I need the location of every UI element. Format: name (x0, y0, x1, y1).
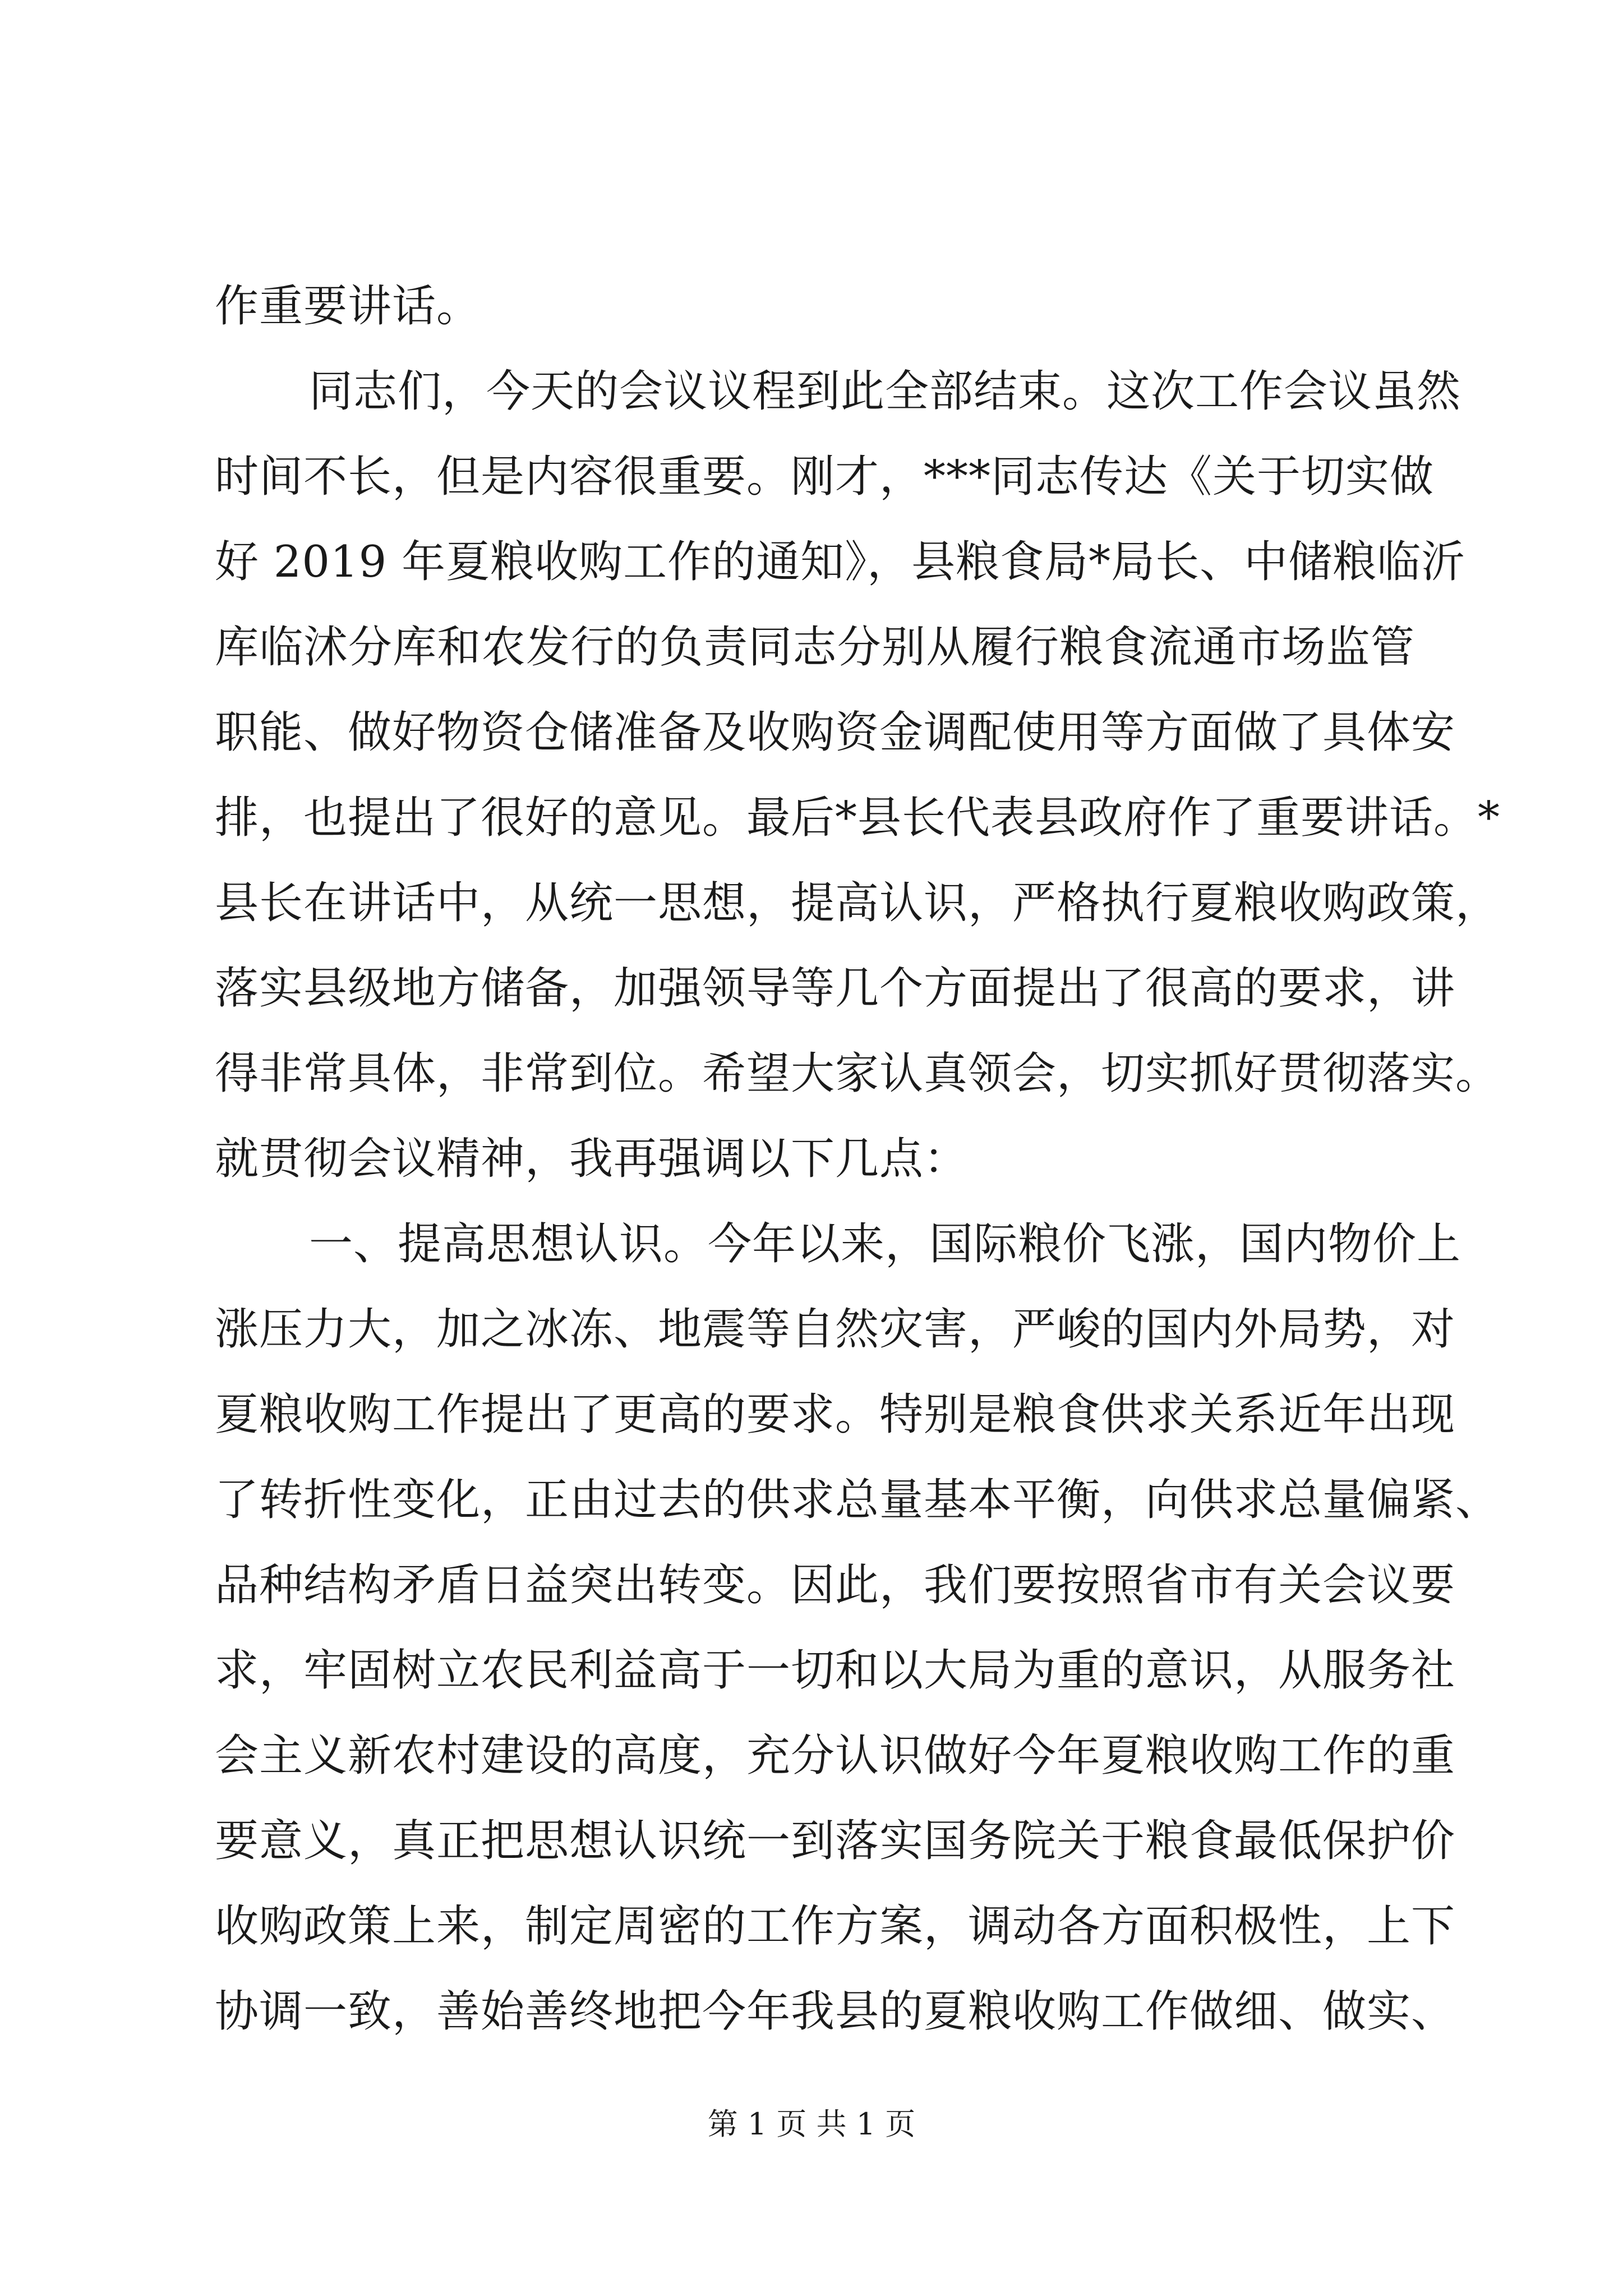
text-line: 一、提高思想认识。今年以来，国际粮价飞涨，国内物价上 (309, 1219, 1461, 1269)
text-line: 县长在讲话中，从统一思想，提高认识，严格执行夏粮收购政策， (215, 878, 1500, 928)
text-line: 好 2019 年夏粮收购工作的通知》，县粮食局*局长、中储粮临沂 (215, 537, 1466, 587)
text-line: 排，也提出了很好的意见。最后*县长代表县政府作了重要讲话。* (215, 793, 1501, 843)
text-line: 落实县级地方储备，加强领导等几个方面提出了很高的要求，讲 (215, 963, 1456, 1014)
text-line: 作重要讲话。 (215, 281, 481, 332)
text-line: 涨压力大，加之冰冻、地震等自然灾害，严峻的国内外局势，对 (215, 1304, 1456, 1355)
page-footer: 第 1 页 共 1 页 (707, 2106, 916, 2142)
text-line: 同志们，今天的会议议程到此全部结束。这次工作会议虽然 (309, 366, 1461, 417)
text-line: 得非常具体，非常到位。希望大家认真领会，切实抓好贯彻落实。 (215, 1048, 1500, 1099)
text-line: 收购政策上来，制定周密的工作方案，调动各方面积极性，上下 (215, 1901, 1456, 1952)
text-line: 夏粮收购工作提出了更高的要求。特别是粮食供求关系近年出现 (215, 1389, 1456, 1440)
text-line: 品种结构矛盾日益突出转变。因此，我们要按照省市有关会议要 (215, 1560, 1456, 1611)
text-line: 就贯彻会议精神，我再强调以下几点： (215, 1134, 969, 1184)
text-line: 了转折性变化，正由过去的供求总量基本平衡，向供求总量偏紧、 (215, 1475, 1500, 1525)
text-line: 协调一致，善始善终地把今年我县的夏粮收购工作做细、做实、 (215, 1986, 1456, 2037)
text-line: 时间不长，但是内容很重要。刚才，***同志传达《关于切实做 (215, 452, 1435, 502)
text-line: 求，牢固树立农民利益高于一切和以大局为重的意识，从服务社 (215, 1645, 1456, 1696)
text-line: 库临沭分库和农发行的负责同志分别从履行粮食流通市场监管 (215, 622, 1415, 673)
text-line: 会主义新农村建设的高度，充分认识做好今年夏粮收购工作的重 (215, 1731, 1456, 1781)
text-line: 职能、做好物资仓储准备及收购资金调配使用等方面做了具体安 (215, 707, 1456, 758)
text-line: 要意义，真正把思想认识统一到落实国务院关于粮食最低保护价 (215, 1816, 1456, 1866)
document-body (215, 264, 1501, 2054)
